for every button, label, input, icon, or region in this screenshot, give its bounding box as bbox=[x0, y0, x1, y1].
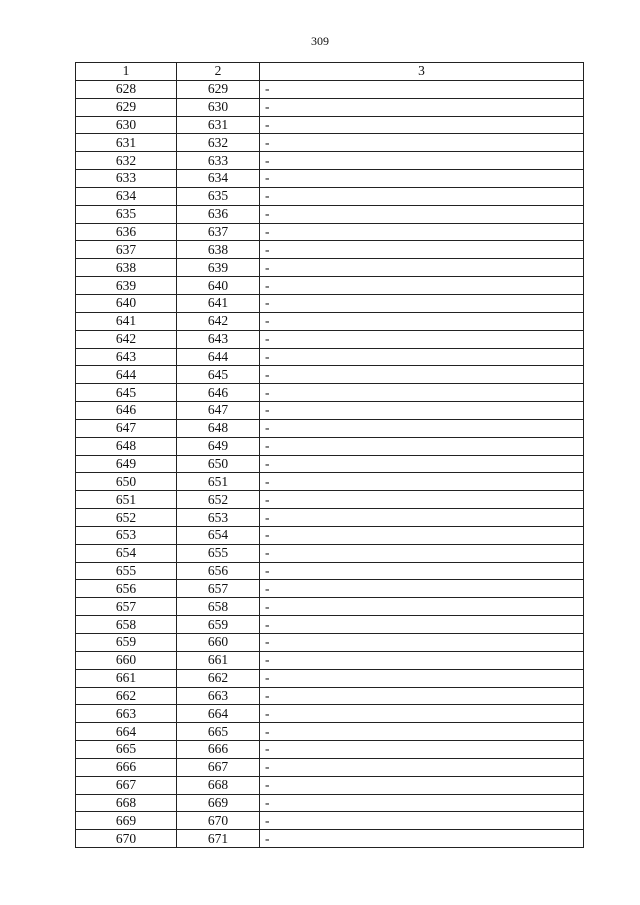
table-cell-col-1: 647 bbox=[76, 419, 177, 437]
table-cell-col-3: - bbox=[260, 794, 584, 812]
table-cell-col-1: 641 bbox=[76, 312, 177, 330]
table-cell-col-2: 640 bbox=[177, 277, 260, 295]
column-header-2: 2 bbox=[177, 63, 260, 81]
table-cell-col-1: 629 bbox=[76, 98, 177, 116]
table-cell-col-3: - bbox=[260, 205, 584, 223]
table-cell-col-3: - bbox=[260, 526, 584, 544]
table-row bbox=[76, 580, 584, 598]
table-row bbox=[76, 473, 584, 491]
table-row bbox=[76, 384, 584, 402]
table-row bbox=[76, 312, 584, 330]
table-cell-col-1: 654 bbox=[76, 544, 177, 562]
table-row bbox=[76, 348, 584, 366]
table-cell-col-3: - bbox=[260, 455, 584, 473]
table-cell-col-2: 670 bbox=[177, 812, 260, 830]
table-row bbox=[76, 794, 584, 812]
table-row bbox=[76, 402, 584, 420]
column-header-1: 1 bbox=[76, 63, 177, 81]
table-cell-col-1: 643 bbox=[76, 348, 177, 366]
table-cell-col-3: - bbox=[260, 687, 584, 705]
table-cell-col-3: - bbox=[260, 491, 584, 509]
table-cell-col-3: - bbox=[260, 616, 584, 634]
table-cell-col-3: - bbox=[260, 402, 584, 420]
table-row bbox=[76, 277, 584, 295]
table-body bbox=[76, 80, 584, 847]
table-cell-col-2: 644 bbox=[177, 348, 260, 366]
table-cell-col-3: - bbox=[260, 330, 584, 348]
table-row bbox=[76, 152, 584, 170]
table-cell-col-3: - bbox=[260, 187, 584, 205]
table-cell-col-3: - bbox=[260, 634, 584, 652]
table-cell-col-2: 655 bbox=[177, 544, 260, 562]
table-cell-col-2: 631 bbox=[177, 116, 260, 134]
table-row bbox=[76, 830, 584, 848]
table-cell-col-1: 670 bbox=[76, 830, 177, 848]
table-cell-col-2: 660 bbox=[177, 634, 260, 652]
table-cell-col-3: - bbox=[260, 170, 584, 188]
table-cell-col-2: 649 bbox=[177, 437, 260, 455]
table-cell-col-3: - bbox=[260, 384, 584, 402]
table-cell-col-1: 652 bbox=[76, 509, 177, 527]
table-cell-col-1: 651 bbox=[76, 491, 177, 509]
table-row bbox=[76, 437, 584, 455]
table-cell-col-3: - bbox=[260, 312, 584, 330]
table-row bbox=[76, 259, 584, 277]
table-cell-col-2: 635 bbox=[177, 187, 260, 205]
table-row bbox=[76, 330, 584, 348]
table-cell-col-1: 640 bbox=[76, 294, 177, 312]
table-cell-col-2: 662 bbox=[177, 669, 260, 687]
table-cell-col-2: 671 bbox=[177, 830, 260, 848]
page-number: 309 bbox=[311, 34, 329, 48]
table-cell-col-1: 636 bbox=[76, 223, 177, 241]
table-cell-col-3: - bbox=[260, 705, 584, 723]
table-cell-col-3: - bbox=[260, 598, 584, 616]
table-cell-col-3: - bbox=[260, 741, 584, 759]
table-cell-col-2: 643 bbox=[177, 330, 260, 348]
table-cell-col-3: - bbox=[260, 241, 584, 259]
table-cell-col-3: - bbox=[260, 98, 584, 116]
table-cell-col-2: 645 bbox=[177, 366, 260, 384]
table-cell-col-3: - bbox=[260, 776, 584, 794]
table-cell-col-1: 638 bbox=[76, 259, 177, 277]
table-cell-col-1: 630 bbox=[76, 116, 177, 134]
table-cell-col-2: 633 bbox=[177, 152, 260, 170]
table-cell-col-2: 629 bbox=[177, 80, 260, 98]
table-row bbox=[76, 616, 584, 634]
table-cell-col-3: - bbox=[260, 562, 584, 580]
table-cell-col-1: 628 bbox=[76, 80, 177, 98]
table-cell-col-3: - bbox=[260, 277, 584, 295]
table-cell-col-1: 663 bbox=[76, 705, 177, 723]
table-cell-col-1: 631 bbox=[76, 134, 177, 152]
table-cell-col-1: 655 bbox=[76, 562, 177, 580]
table-row bbox=[76, 705, 584, 723]
table-cell-col-1: 645 bbox=[76, 384, 177, 402]
table-row bbox=[76, 812, 584, 830]
table-cell-col-1: 665 bbox=[76, 741, 177, 759]
table-cell-col-3: - bbox=[260, 758, 584, 776]
table-cell-col-3: - bbox=[260, 473, 584, 491]
table-cell-col-3: - bbox=[260, 80, 584, 98]
table-cell-col-2: 663 bbox=[177, 687, 260, 705]
table-cell-col-3: - bbox=[260, 419, 584, 437]
table-row bbox=[76, 134, 584, 152]
table-row bbox=[76, 758, 584, 776]
data-table bbox=[75, 62, 584, 848]
table-cell-col-1: 637 bbox=[76, 241, 177, 259]
table-row bbox=[76, 598, 584, 616]
table-cell-col-2: 632 bbox=[177, 134, 260, 152]
table-cell-col-1: 657 bbox=[76, 598, 177, 616]
table-header bbox=[76, 63, 584, 81]
table-cell-col-1: 649 bbox=[76, 455, 177, 473]
table-row bbox=[76, 419, 584, 437]
table-cell-col-2: 648 bbox=[177, 419, 260, 437]
table-cell-col-1: 659 bbox=[76, 634, 177, 652]
header-row bbox=[76, 63, 584, 81]
table-cell-col-2: 652 bbox=[177, 491, 260, 509]
table-cell-col-3: - bbox=[260, 830, 584, 848]
table-cell-col-1: 653 bbox=[76, 526, 177, 544]
table-row bbox=[76, 741, 584, 759]
table-cell-col-1: 658 bbox=[76, 616, 177, 634]
table-row bbox=[76, 187, 584, 205]
table-cell-col-1: 642 bbox=[76, 330, 177, 348]
table-cell-col-2: 666 bbox=[177, 741, 260, 759]
table-cell-col-3: - bbox=[260, 544, 584, 562]
table-cell-col-2: 669 bbox=[177, 794, 260, 812]
table-cell-col-2: 641 bbox=[177, 294, 260, 312]
table-cell-col-2: 661 bbox=[177, 651, 260, 669]
table-row bbox=[76, 170, 584, 188]
table-row bbox=[76, 116, 584, 134]
table-cell-col-2: 650 bbox=[177, 455, 260, 473]
table-cell-col-3: - bbox=[260, 294, 584, 312]
table-cell-col-1: 668 bbox=[76, 794, 177, 812]
table-cell-col-3: - bbox=[260, 509, 584, 527]
table-cell-col-2: 667 bbox=[177, 758, 260, 776]
table-cell-col-3: - bbox=[260, 651, 584, 669]
table-cell-col-1: 664 bbox=[76, 723, 177, 741]
table-cell-col-1: 666 bbox=[76, 758, 177, 776]
table-cell-col-2: 659 bbox=[177, 616, 260, 634]
table-cell-col-1: 632 bbox=[76, 152, 177, 170]
table-cell-col-2: 638 bbox=[177, 241, 260, 259]
table-cell-col-2: 646 bbox=[177, 384, 260, 402]
table-cell-col-2: 654 bbox=[177, 526, 260, 544]
table-row bbox=[76, 455, 584, 473]
table-cell-col-3: - bbox=[260, 669, 584, 687]
table-cell-col-1: 635 bbox=[76, 205, 177, 223]
table-cell-col-1: 634 bbox=[76, 187, 177, 205]
table-cell-col-3: - bbox=[260, 348, 584, 366]
table-cell-col-1: 633 bbox=[76, 170, 177, 188]
table-cell-col-2: 647 bbox=[177, 402, 260, 420]
table-cell-col-1: 644 bbox=[76, 366, 177, 384]
table-cell-col-3: - bbox=[260, 812, 584, 830]
table-row bbox=[76, 491, 584, 509]
table-cell-col-1: 648 bbox=[76, 437, 177, 455]
table-cell-col-1: 646 bbox=[76, 402, 177, 420]
table-cell-col-1: 660 bbox=[76, 651, 177, 669]
table-row bbox=[76, 723, 584, 741]
table-cell-col-2: 630 bbox=[177, 98, 260, 116]
table-row bbox=[76, 366, 584, 384]
table-cell-col-2: 653 bbox=[177, 509, 260, 527]
table-row bbox=[76, 634, 584, 652]
table-cell-col-3: - bbox=[260, 580, 584, 598]
table-cell-col-1: 650 bbox=[76, 473, 177, 491]
table-cell-col-1: 656 bbox=[76, 580, 177, 598]
table-row bbox=[76, 223, 584, 241]
table-cell-col-2: 639 bbox=[177, 259, 260, 277]
table-cell-col-3: - bbox=[260, 366, 584, 384]
table-cell-col-3: - bbox=[260, 134, 584, 152]
table-cell-col-2: 665 bbox=[177, 723, 260, 741]
table-row bbox=[76, 669, 584, 687]
table-row bbox=[76, 562, 584, 580]
table-row bbox=[76, 509, 584, 527]
table-row bbox=[76, 651, 584, 669]
table-row bbox=[76, 80, 584, 98]
table-cell-col-2: 651 bbox=[177, 473, 260, 491]
table-cell-col-1: 669 bbox=[76, 812, 177, 830]
table-row bbox=[76, 526, 584, 544]
table-row bbox=[76, 544, 584, 562]
table-cell-col-2: 642 bbox=[177, 312, 260, 330]
table-cell-col-2: 658 bbox=[177, 598, 260, 616]
table-cell-col-2: 664 bbox=[177, 705, 260, 723]
table-row bbox=[76, 294, 584, 312]
table-row bbox=[76, 776, 584, 794]
table-cell-col-2: 656 bbox=[177, 562, 260, 580]
table-cell-col-1: 639 bbox=[76, 277, 177, 295]
table-row bbox=[76, 205, 584, 223]
table-cell-col-2: 634 bbox=[177, 170, 260, 188]
table-cell-col-3: - bbox=[260, 152, 584, 170]
table-row bbox=[76, 687, 584, 705]
table-cell-col-3: - bbox=[260, 259, 584, 277]
table-row bbox=[76, 241, 584, 259]
table-cell-col-2: 668 bbox=[177, 776, 260, 794]
table-cell-col-3: - bbox=[260, 116, 584, 134]
table-row bbox=[76, 98, 584, 116]
table-cell-col-2: 636 bbox=[177, 205, 260, 223]
table-cell-col-2: 657 bbox=[177, 580, 260, 598]
table-cell-col-1: 661 bbox=[76, 669, 177, 687]
column-header-3: 3 bbox=[260, 63, 584, 81]
table-cell-col-3: - bbox=[260, 223, 584, 241]
table-cell-col-2: 637 bbox=[177, 223, 260, 241]
table-cell-col-1: 667 bbox=[76, 776, 177, 794]
table-cell-col-1: 662 bbox=[76, 687, 177, 705]
table-cell-col-3: - bbox=[260, 437, 584, 455]
table-cell-col-3: - bbox=[260, 723, 584, 741]
